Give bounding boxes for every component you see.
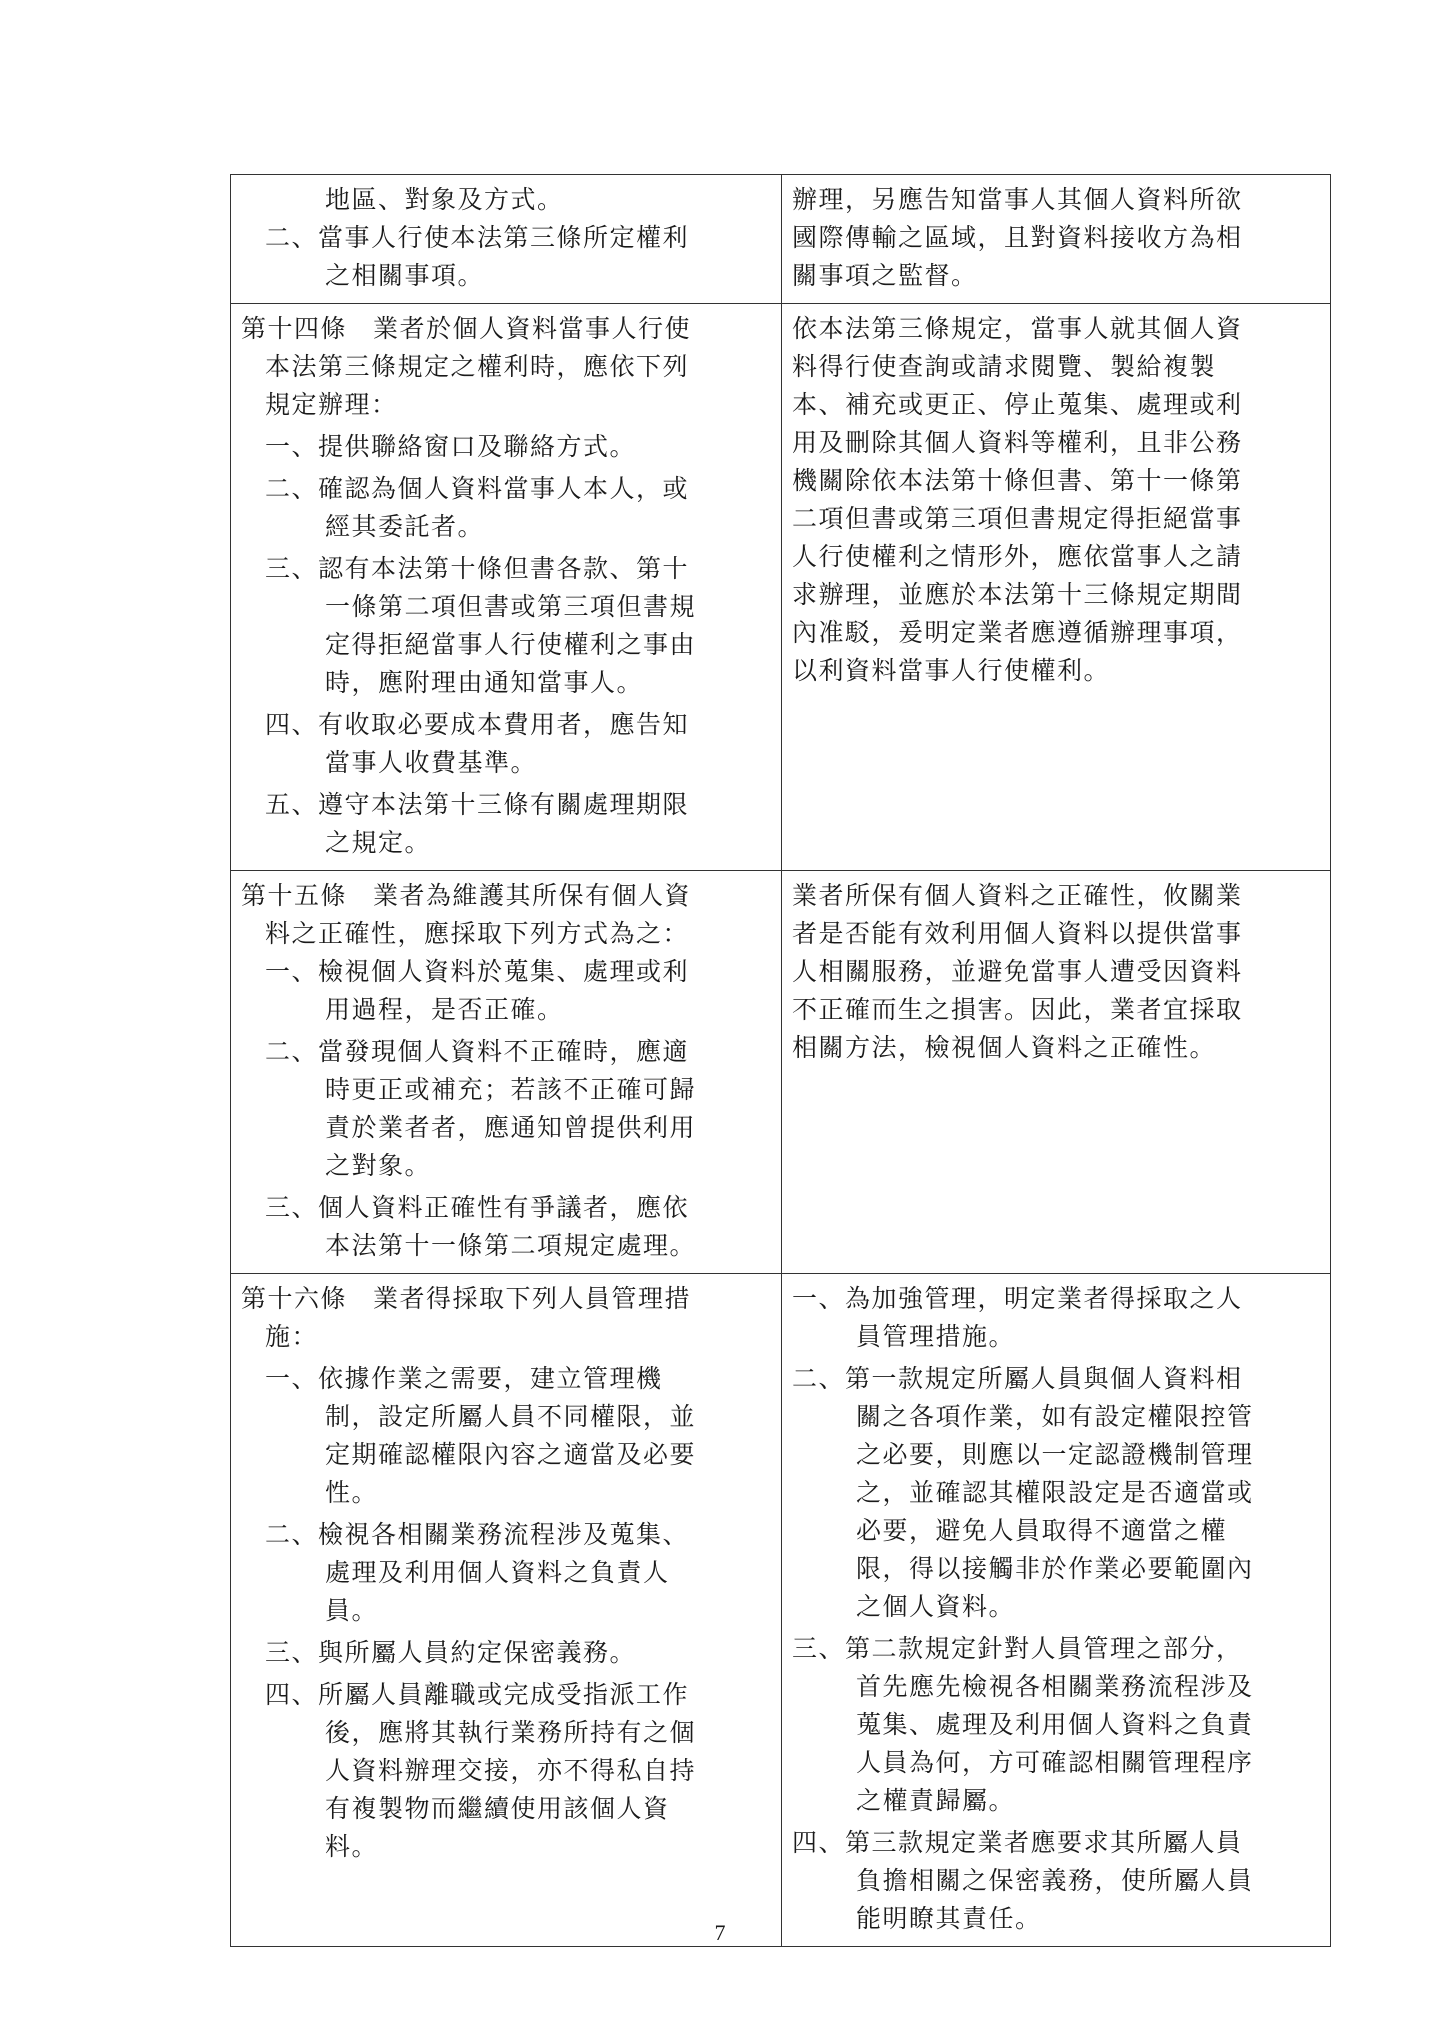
text-line: 三、與所屬人員約定保密義務。 [265, 1638, 637, 1667]
text-line: 五、遵守本法第十三條有關處理期限 [265, 790, 690, 819]
text-line: 人員為何，方可確認相關管理程序 [856, 1748, 1254, 1777]
text-line: 二、第一款規定所屬人員與個人資料相 [792, 1364, 1243, 1393]
text-line: 依本法第三條規定，當事人就其個人資 [792, 314, 1243, 343]
explanation-cell [782, 304, 1331, 871]
text-line: 一、依據作業之需要，建立管理機 [265, 1364, 663, 1393]
text-line: 二、當事人行使本法第三條所定權利 [265, 223, 690, 252]
text-line: 用及刪除其個人資料等權利，且非公務 [792, 428, 1243, 457]
text-line: 員。 [325, 1596, 379, 1625]
text-line: 人資料辦理交接，亦不得私自持 [325, 1756, 697, 1785]
text-line: 不正確而生之損害。因此，業者宜採取 [792, 995, 1243, 1024]
text-line: 以利資料當事人行使權利。 [792, 656, 1111, 685]
text-line: 本法第十一條第二項規定處理。 [325, 1231, 697, 1260]
text-line: 責於業者者，應通知曾提供利用 [325, 1113, 697, 1142]
text-line: 關事項之監督。 [792, 261, 978, 290]
text-line: 員管理措施。 [856, 1322, 1016, 1351]
text-line: 經其委託者。 [325, 512, 485, 541]
text-line: 時，應附理由通知當事人。 [325, 668, 644, 697]
text-line: 國際傳輸之區域，且對資料接收方為相 [792, 223, 1243, 252]
table-row [231, 871, 1331, 1274]
table-row [231, 304, 1331, 871]
text-line: 人相關服務，並避免當事人遭受因資料 [792, 957, 1243, 986]
text-line: 制，設定所屬人員不同權限，並 [325, 1402, 697, 1431]
text-line: 首先應先檢視各相關業務流程涉及 [856, 1672, 1254, 1701]
text-line: 限，得以接觸非於作業必要範圍內 [856, 1554, 1254, 1583]
text-line: 一條第二項但書或第三項但書規 [325, 592, 697, 621]
text-line: 業者於個人資料當事人行使 [373, 314, 692, 343]
text-line: 相關方法，檢視個人資料之正確性。 [792, 1033, 1217, 1062]
text-line: 二、確認為個人資料當事人本人，或 [265, 474, 690, 503]
article-heading-line [241, 1280, 771, 1318]
text-line: 定期確認權限內容之適當及必要 [325, 1440, 697, 1469]
text-line: 能明瞭其責任。 [856, 1904, 1042, 1933]
provision-cell [231, 304, 782, 871]
text-line: 求辦理，並應於本法第十三條規定期間 [792, 580, 1243, 609]
text-line: 之權責歸屬。 [856, 1786, 1016, 1815]
text-line: 必要，避免人員取得不適當之權 [856, 1516, 1228, 1545]
text-line: 二、檢視各相關業務流程涉及蒐集、 [265, 1520, 690, 1549]
text-line: 內准駁，爰明定業者應遵循辦理事項， [792, 618, 1243, 647]
text-line: 後，應將其執行業務所持有之個 [325, 1718, 697, 1747]
text-line: 人行使權利之情形外，應依當事人之請 [792, 542, 1243, 571]
text-line: 二、當發現個人資料不正確時，應適 [265, 1037, 690, 1066]
text-line: 業者所保有個人資料之正確性，攸關業 [792, 881, 1243, 910]
text-line: 四、有收取必要成本費用者，應告知 [265, 710, 690, 739]
text-line: 二項但書或第三項但書規定得拒絕當事 [792, 504, 1243, 533]
text-line: 之規定。 [325, 828, 432, 857]
text-line: 施： [265, 1322, 319, 1351]
text-line: 機關除依本法第十條但書、第十一條第 [792, 466, 1243, 495]
table-row [231, 175, 1331, 304]
article-number: 第十四條 [241, 314, 348, 343]
page-number: 7 [714, 1920, 726, 1945]
comparison-table [230, 174, 1331, 1947]
text-line: 料之正確性，應採取下列方式為之： [265, 919, 690, 948]
text-line: 業者為維護其所保有個人資 [373, 881, 692, 910]
text-line: 料。 [325, 1832, 379, 1861]
text-line: 四、第三款規定業者應要求其所屬人員 [792, 1828, 1243, 1857]
text-line: 之相關事項。 [325, 261, 485, 290]
text-line: 本法第三條規定之權利時，應依下列 [265, 352, 690, 381]
explanation-cell [782, 871, 1331, 1274]
text-line: 關之各項作業，如有設定權限控管 [856, 1402, 1254, 1431]
text-line: 蒐集、處理及利用個人資料之負責 [856, 1710, 1254, 1739]
article-heading-line [241, 310, 771, 348]
text-line: 三、個人資料正確性有爭議者，應依 [265, 1193, 690, 1222]
text-line: 一、提供聯絡窗口及聯絡方式。 [265, 432, 637, 461]
text-line: 三、第二款規定針對人員管理之部分， [792, 1634, 1243, 1663]
text-line: 用過程，是否正確。 [325, 995, 564, 1024]
article-number: 第十六條 [241, 1284, 348, 1313]
text-line: 之，並確認其權限設定是否適當或 [856, 1478, 1254, 1507]
text-line: 定得拒絕當事人行使權利之事由 [325, 630, 697, 659]
article-heading-line [241, 877, 771, 915]
text-line: 一、檢視個人資料於蒐集、處理或利 [265, 957, 690, 986]
provision-cell [231, 175, 782, 304]
explanation-cell [782, 1274, 1331, 1947]
text-line: 負擔相關之保密義務，使所屬人員 [856, 1866, 1254, 1895]
text-line: 性。 [325, 1478, 379, 1507]
text-line: 之必要，則應以一定認證機制管理 [856, 1440, 1254, 1469]
table-row [231, 1274, 1331, 1947]
text-line: 當事人收費基準。 [325, 748, 538, 777]
text-line: 之對象。 [325, 1151, 432, 1180]
explanation-cell [782, 175, 1331, 304]
text-line: 辦理，另應告知當事人其個人資料所欲 [792, 185, 1243, 214]
text-line: 時更正或補充；若該不正確可歸 [325, 1075, 697, 1104]
text-line: 處理及利用個人資料之負責人 [325, 1558, 670, 1587]
text-line: 業者得採取下列人員管理措 [373, 1284, 692, 1313]
text-line: 有複製物而繼續使用該個人資 [325, 1794, 670, 1823]
text-line: 者是否能有效利用個人資料以提供當事 [792, 919, 1243, 948]
text-line: 本、補充或更正、停止蒐集、處理或利 [792, 390, 1243, 419]
text-line: 料得行使查詢或請求閱覽、製給複製 [792, 352, 1217, 381]
text-line: 地區、對象及方式。 [325, 185, 564, 214]
provision-cell [231, 1274, 782, 1947]
text-line: 三、認有本法第十條但書各款、第十 [265, 554, 690, 583]
text-line: 一、為加強管理，明定業者得採取之人 [792, 1284, 1243, 1313]
provision-cell [231, 871, 782, 1274]
text-line: 規定辦理： [265, 390, 398, 419]
text-line: 四、所屬人員離職或完成受指派工作 [265, 1680, 690, 1709]
article-number: 第十五條 [241, 881, 348, 910]
text-line: 之個人資料。 [856, 1592, 1016, 1621]
